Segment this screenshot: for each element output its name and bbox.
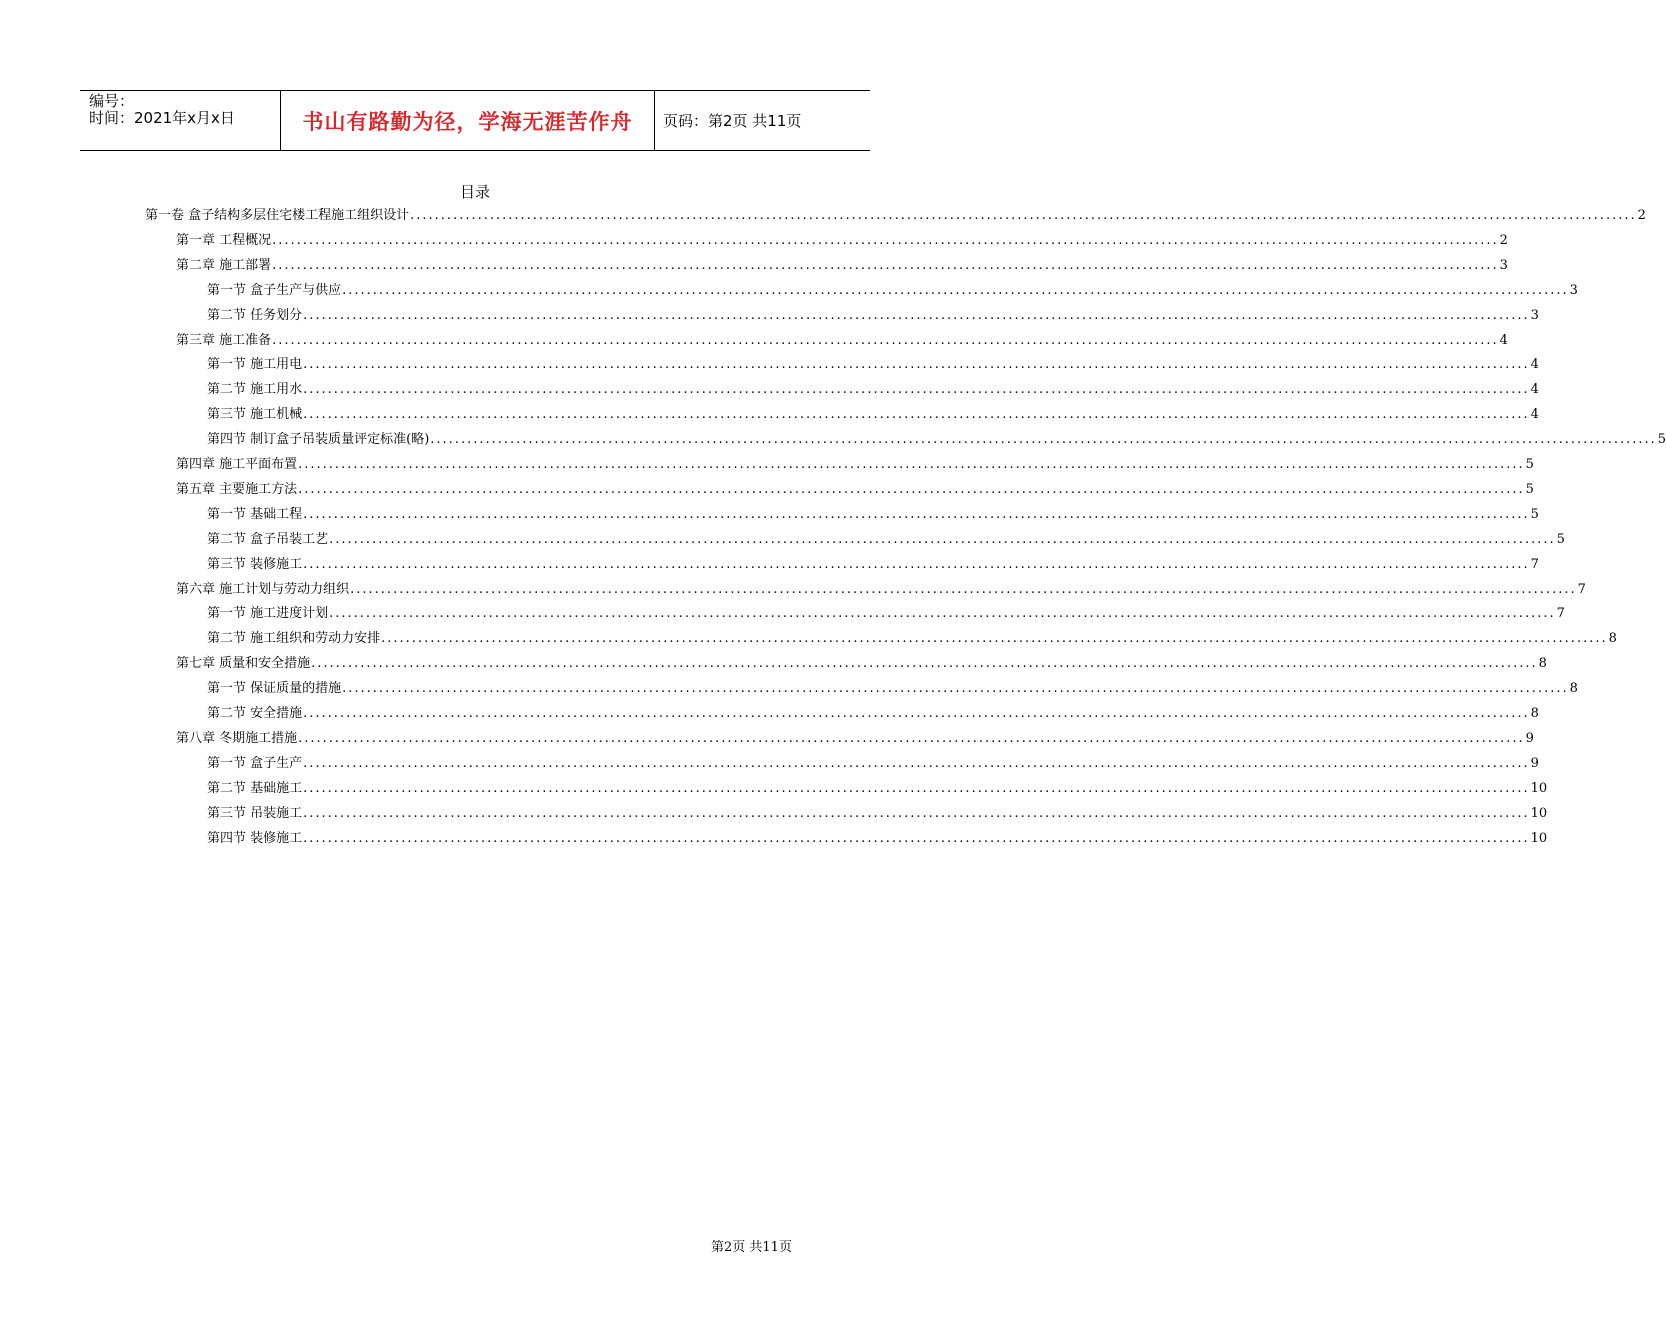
toc-entry[interactable] [207,428,1666,452]
toc-entry-label: 第一节 保证质量的措施 [207,681,342,697]
toc-entry-leader: ........................................................................................................................................................................................................ [303,830,1530,846]
document-number-label: 编号： [89,92,135,110]
toc-entry-label: 第二节 盒子吊装工艺 [207,531,329,547]
toc-entry-leader: ........................................................................................................................................................................................................ [410,208,1637,223]
toc-entry-label: 第三节 装修施工 [207,556,303,572]
toc-entry-leader: ........................................................................................................................................................................................................ [329,606,1556,622]
toc-entry-page: 8 [1538,656,1547,672]
toc-entry[interactable] [176,453,1534,477]
toc-entry-label: 第三节 施工机械 [207,407,303,423]
toc-entry-leader: ........................................................................................................................................................................................................ [350,581,1577,597]
page-header [80,90,870,151]
toc-entry-label: 第一节 施工用电 [207,357,303,373]
toc-entry-page: 10 [1530,830,1548,846]
toc-entry-leader: ........................................................................................................................................................................................................ [303,307,1530,323]
toc-entry[interactable] [207,378,1539,402]
header-motto: 书山有路勤为径，学海无涯苦作舟 [281,91,655,150]
toc-entry-leader: ........................................................................................................................................................................................................ [272,232,1499,248]
toc-entry-leader: ........................................................................................................................................................................................................ [303,506,1530,522]
toc-entry[interactable] [207,304,1539,328]
toc-entry-leader: ........................................................................................................................................................................................................ [272,332,1499,348]
toc-entry-label: 第二节 施工用水 [207,382,303,398]
toc-entry-leader: ........................................................................................................................................................................................................ [303,382,1530,398]
toc-entry-leader: ........................................................................................................................................................................................................ [303,556,1530,572]
toc-entry-label: 第一节 施工进度计划 [207,606,329,622]
toc-entry-page: 9 [1525,730,1534,746]
toc-entry-leader: ........................................................................................................................................................................................................ [303,357,1530,373]
toc-entry-page: 10 [1530,805,1548,821]
toc-entry-label: 第四节 装修施工 [207,830,303,846]
toc-entry[interactable] [176,478,1534,502]
header-meta [80,91,281,150]
toc-entry-label: 第一章 工程概况 [176,232,272,248]
toc-entry[interactable] [176,254,1508,278]
toc-entry-label: 第八章 冬期施工措施 [176,730,298,746]
toc-entry-label: 第四章 施工平面布置 [176,457,298,472]
toc-entry-leader: ........................................................................................................................................................................................................ [303,407,1530,423]
toc-entry-leader: ........................................................................................................................................................................................................ [329,531,1556,547]
header-page-label: 页码：第2页 共11页 [663,112,802,130]
toc-entry[interactable] [207,353,1539,377]
toc-entry-page: 3 [1499,257,1508,273]
document-time-label: 时间：2021年x月x日 [89,109,235,127]
toc-entry-page: 4 [1499,332,1508,348]
toc-entry-leader: ........................................................................................................................................................................................................ [342,681,1569,697]
toc-entry-label: 第二节 任务划分 [207,307,303,323]
toc-entry-leader: ........................................................................................................................................................................................................ [303,755,1530,771]
toc-entry-page: 8 [1530,706,1539,721]
toc-entry-label: 第五章 主要施工方法 [176,481,298,497]
toc-entry-page: 9 [1530,755,1539,771]
toc-entry-page: 3 [1569,282,1578,298]
toc-entry-label: 第三章 施工准备 [176,332,272,348]
toc-entry-label: 第一节 盒子生产 [207,755,303,771]
toc-entry-label: 第一卷 盒子结构多层住宅楼工程施工组织设计 [145,208,410,223]
toc-entry[interactable] [207,752,1539,776]
toc-entry-label: 第一节 盒子生产与供应 [207,282,342,298]
toc-entry[interactable] [176,727,1534,751]
toc-entry[interactable] [176,652,1547,676]
toc-entry[interactable] [207,702,1539,726]
toc-entry-label: 第二节 基础施工 [207,780,303,796]
toc-entry[interactable] [207,627,1617,651]
toc-entry-label: 第一节 基础工程 [207,506,303,522]
toc-entry-leader: ........................................................................................................................................................................................................ [298,457,1525,472]
toc-entry-leader: ........................................................................................................................................................................................................ [381,631,1608,647]
toc-entry-leader: ........................................................................................................................................................................................................ [272,257,1499,273]
toc-entry[interactable] [207,802,1548,826]
toc-entry[interactable] [207,528,1565,552]
toc-entry[interactable] [207,279,1578,303]
toc-entry-page: 2 [1499,232,1508,248]
toc-entry-page: 4 [1530,382,1539,398]
toc-entry-page: 8 [1608,631,1617,647]
toc-entry-leader: ........................................................................................................................................................................................................ [311,656,1538,672]
toc-entry[interactable] [207,503,1539,527]
toc-entry-page: 5 [1530,506,1539,522]
toc-entry-label: 第二节 施工组织和劳动力安排 [207,631,381,647]
toc-entry-label: 第二节 安全措施 [207,706,303,721]
toc-entry-label: 第七章 质量和安全措施 [176,656,311,672]
toc-entry[interactable] [176,329,1508,353]
toc-entry-label: 第四节 制订盒子吊装质量评定标准(略) [207,432,430,448]
toc-entry-page: 5 [1657,432,1666,448]
toc-entry[interactable] [207,777,1548,801]
toc-entry[interactable] [145,204,1646,228]
toc-entry-leader: ........................................................................................................................................................................................................ [342,282,1569,298]
toc-entry-leader: ........................................................................................................................................................................................................ [298,481,1525,497]
toc-entry-page: 10 [1530,780,1548,796]
toc-entry-page: 4 [1530,357,1539,373]
toc-entry-page: 7 [1556,606,1565,622]
toc-entry-page: 5 [1525,457,1534,472]
toc-entry-leader: ........................................................................................................................................................................................................ [303,706,1530,721]
toc-entry[interactable] [207,553,1539,577]
toc-entry[interactable] [207,403,1539,427]
toc-entry-page: 2 [1637,208,1646,223]
toc-entry-page: 4 [1530,407,1539,423]
toc-entry-leader: ........................................................................................................................................................................................................ [303,805,1530,821]
toc-entry-label: 第二章 施工部署 [176,257,272,273]
toc-entry-leader: ........................................................................................................................................................................................................ [430,432,1657,448]
toc-title: 目录 [459,183,490,201]
toc-entry-leader: ........................................................................................................................................................................................................ [303,780,1530,796]
toc-entry-page: 5 [1525,481,1534,497]
toc-entry-label: 第三节 吊装施工 [207,805,303,821]
toc-entry-page: 5 [1556,531,1565,547]
toc-entry-page: 7 [1577,581,1586,597]
toc-entry[interactable] [176,229,1508,253]
toc-entry-page: 7 [1530,556,1539,572]
toc-entry[interactable] [207,602,1565,626]
toc-entry-page: 8 [1569,681,1578,697]
toc-entry[interactable] [207,677,1578,701]
toc-entry-label: 第六章 施工计划与劳动力组织 [176,581,350,597]
toc-entry-leader: ........................................................................................................................................................................................................ [298,730,1525,746]
toc-entry[interactable] [176,578,1586,602]
toc-entry-page: 3 [1530,307,1539,323]
toc-entry[interactable] [207,827,1548,851]
page-footer: 第2页 共11页 [711,1240,792,1255]
